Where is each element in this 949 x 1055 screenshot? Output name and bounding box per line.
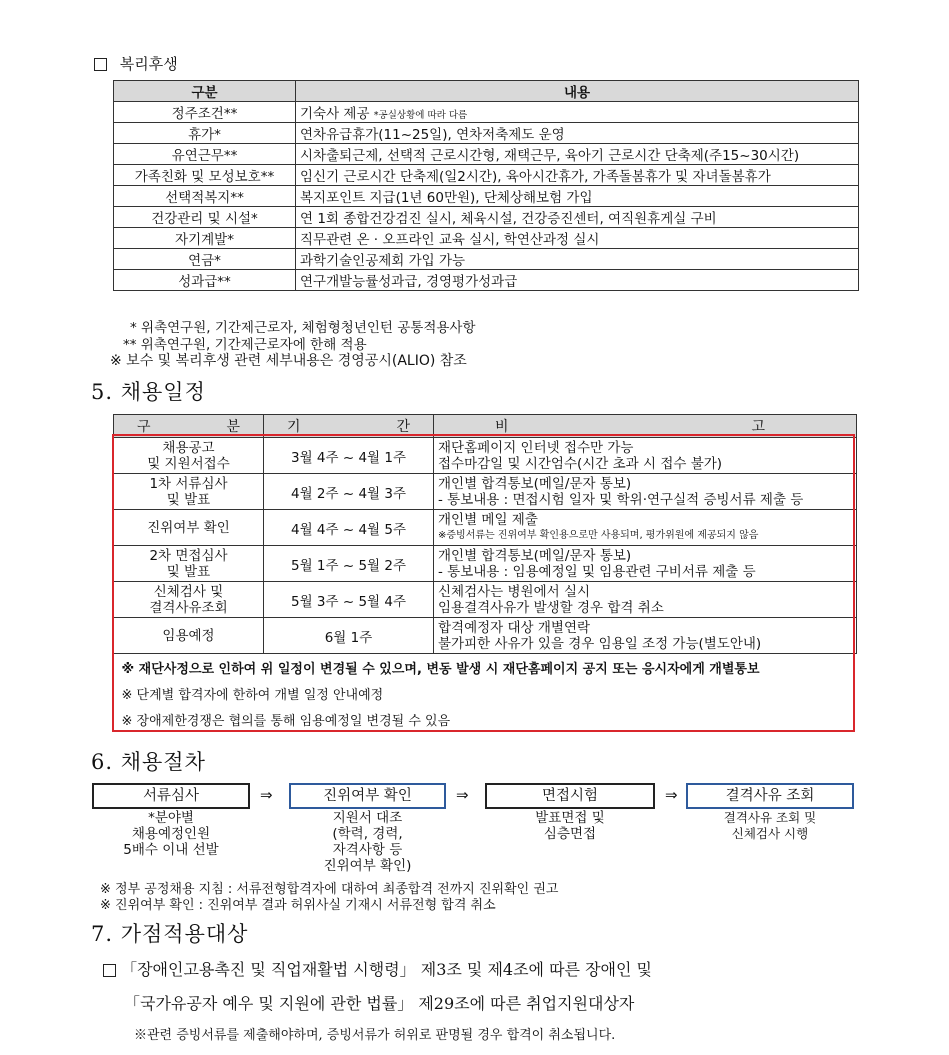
welfare-content: 기숙사 제공 *공실상황에 따라 다름 xyxy=(296,102,859,123)
schedule-remarks: 신체검사는 병원에서 실시 임용결격사유가 발생할 경우 합격 취소 xyxy=(434,582,857,618)
schedule-stage: 채용공고 및 지원서접수 xyxy=(114,438,264,474)
welfare-category: 가족친화 및 모성보호** xyxy=(114,165,296,186)
schedule-period: 3월 4주 ~ 4월 1주 xyxy=(264,438,434,474)
schedule-period: 6월 1주 xyxy=(264,618,434,654)
welfare-footnote-2: ** 위촉연구원, 기간제근로자에 한해 적용 xyxy=(123,337,367,353)
schedule-note-row xyxy=(114,680,857,706)
step-verification: 진위여부 확인 xyxy=(289,783,446,809)
welfare-row xyxy=(114,186,859,207)
welfare-category: 성과급** xyxy=(114,270,296,291)
schedule-table xyxy=(113,414,857,732)
welfare-footnote-3: ※ 보수 및 복리후생 관련 세부내용은 경영공시(ALIO) 참조 xyxy=(110,353,467,369)
bonus-line-2: 「국가유공자 예우 및 지원에 관한 법률」 제29조에 따른 취업지원대상자 xyxy=(124,994,635,1013)
step-verification-desc: 지원서 대조 (학력, 경력, 자격사항 등 진위여부 확인) xyxy=(323,810,412,874)
welfare-row xyxy=(114,144,859,165)
welfare-row xyxy=(114,270,859,291)
welfare-content: 연 1회 종합건강검진 실시, 체육시설, 건강증진센터, 여직원휴게실 구비 xyxy=(296,207,859,228)
welfare-content: 과학기술인공제회 가입 가능 xyxy=(296,249,859,270)
welfare-category: 건강관리 및 시설* xyxy=(114,207,296,228)
welfare-content: 임신기 근로시간 단축제(일2시간), 육아시간휴가, 가족돌봄휴가 및 자녀돌봄휴가 xyxy=(296,165,859,186)
step-disqualification-check: 결격사유 조회 xyxy=(686,783,854,809)
welfare-category: 정주조건** xyxy=(114,102,296,123)
welfare-row xyxy=(114,102,859,123)
schedule-stage: 임용예정 xyxy=(114,618,264,654)
welfare-content: 복지포인트 지급(1년 60만원), 단체상해보험 가입 xyxy=(296,186,859,207)
welfare-header-category: 구분 xyxy=(114,81,296,102)
arrow-icon: ⇒ xyxy=(665,786,678,804)
step-interview-desc: 발표면접 및 심층면접 xyxy=(535,810,605,842)
welfare-category: 휴가* xyxy=(114,123,296,144)
welfare-footnote-1: * 위촉연구원, 기간제근로자, 체험형청년인턴 공통적용사항 xyxy=(130,320,476,336)
schedule-header-row xyxy=(114,415,857,438)
welfare-row xyxy=(114,207,859,228)
welfare-table xyxy=(113,80,859,291)
schedule-note-2: ※ 단계별 합격자에 한하여 개별 일정 안내예정 xyxy=(121,687,384,703)
welfare-row xyxy=(114,249,859,270)
step-disqualification-desc: 결격사유 조회 및 신체검사 시행 xyxy=(723,810,817,841)
schedule-row xyxy=(114,438,857,474)
welfare-content: 직무관련 온 · 오프라인 교육 실시, 학연산과정 실시 xyxy=(296,228,859,249)
welfare-content: 연차유급휴가(11~25일), 연차저축제도 운영 xyxy=(296,123,859,144)
schedule-row xyxy=(114,546,857,582)
welfare-row xyxy=(114,165,859,186)
bonus-note: ※관련 증빙서류를 제출해야하며, 증빙서류가 허위로 판명될 경우 합격이 취소됩니다. xyxy=(134,1028,616,1043)
checkbox-icon xyxy=(103,964,116,977)
welfare-category: 자기계발* xyxy=(114,228,296,249)
schedule-row xyxy=(114,474,857,510)
procedure-title: 6. 채용절차 xyxy=(91,750,206,774)
schedule-header-stage: 구 분 xyxy=(114,415,264,438)
schedule-stage: 신체검사 및 결격사유조회 xyxy=(114,582,264,618)
schedule-row xyxy=(114,582,857,618)
checkbox-icon xyxy=(94,58,107,71)
schedule-period: 4월 2주 ~ 4월 3주 xyxy=(264,474,434,510)
schedule-stage: 1차 서류심사 및 발표 xyxy=(114,474,264,510)
schedule-title: 5. 채용일정 xyxy=(91,380,206,404)
welfare-content-note: *공실상황에 따라 다름 xyxy=(373,110,468,121)
schedule-stage: 2차 면접심사 및 발표 xyxy=(114,546,264,582)
schedule-note-row xyxy=(114,654,857,681)
schedule-note-row xyxy=(114,706,857,732)
step-document-review: 서류심사 xyxy=(92,783,250,809)
schedule-note-3: ※ 장애제한경쟁은 협의를 통해 임용예정일 변경될 수 있음 xyxy=(121,713,451,729)
schedule-note-1: ※ 재단사정으로 인하여 위 일정이 변경될 수 있으며, 변동 발생 시 재단홈페이지 공지 또는 응시자에게 개별통보 xyxy=(121,661,760,677)
procedure-note-1: ※ 정부 공정채용 지침 : 서류전형합격자에 대하여 최종합격 전까지 진위확인 권고 xyxy=(100,882,559,897)
welfare-category: 선택적복지** xyxy=(114,186,296,207)
welfare-row xyxy=(114,228,859,249)
welfare-category: 연금* xyxy=(114,249,296,270)
arrow-icon: ⇒ xyxy=(260,786,273,804)
welfare-content: 연구개발능률성과급, 경영평가성과급 xyxy=(296,270,859,291)
schedule-period: 5월 1주 ~ 5월 2주 xyxy=(264,546,434,582)
step-interview: 면접시험 xyxy=(485,783,655,809)
schedule-period: 5월 3주 ~ 5월 4주 xyxy=(264,582,434,618)
schedule-row xyxy=(114,510,857,546)
welfare-row xyxy=(114,123,859,144)
schedule-remarks: 합격예정자 대상 개별연락 불가피한 사유가 있을 경우 임용일 조정 가능(별도안내) xyxy=(434,618,857,654)
arrow-icon: ⇒ xyxy=(456,786,469,804)
schedule-remarks: 재단홈페이지 인터넷 접수만 가능 접수마감일 및 시간엄수(시간 초과 시 접수 불가) xyxy=(434,438,857,474)
schedule-remarks: 개인별 합격통보(메일/문자 통보) - 통보내용 : 면접시험 일자 및 학위·연구실적 증빙서류 제출 등 xyxy=(434,474,857,510)
schedule-row xyxy=(114,618,857,654)
welfare-title: 복리후생 xyxy=(119,55,178,73)
step-document-review-desc: *분야별 채용예정인원 5배수 이내 선발 xyxy=(123,810,219,858)
welfare-content: 시차출퇴근제, 선택적 근로시간형, 재택근무, 육아기 근로시간 단축제(주15~30시간) xyxy=(296,144,859,165)
bonus-line-1: 「장애인고용촉진 및 직업재활법 시행령」 제3조 및 제4조에 따른 장애인 및 xyxy=(103,957,652,980)
welfare-header-row xyxy=(114,81,859,102)
schedule-remarks: 개인별 합격통보(메일/문자 통보) - 통보내용 : 임용예정일 및 임용관련 구비서류 제출 등 xyxy=(434,546,857,582)
welfare-category: 유연근무** xyxy=(114,144,296,165)
schedule-header-remarks: 비 고 xyxy=(434,415,857,438)
schedule-remarks: 개인별 메일 제출 ※증빙서류는 진위여부 확인용으로만 사용되며, 평가위원에 제공되지 않음 xyxy=(434,510,857,546)
procedure-note-2: ※ 진위여부 확인 : 진위여부 결과 허위사실 기재시 서류전형 합격 취소 xyxy=(100,898,496,913)
welfare-heading xyxy=(94,53,178,74)
schedule-period: 4월 4주 ~ 4월 5주 xyxy=(264,510,434,546)
bonus-title: 7. 가점적용대상 xyxy=(91,922,249,946)
schedule-stage: 진위여부 확인 xyxy=(114,510,264,546)
welfare-header-content: 내용 xyxy=(296,81,859,102)
schedule-header-period: 기 간 xyxy=(264,415,434,438)
